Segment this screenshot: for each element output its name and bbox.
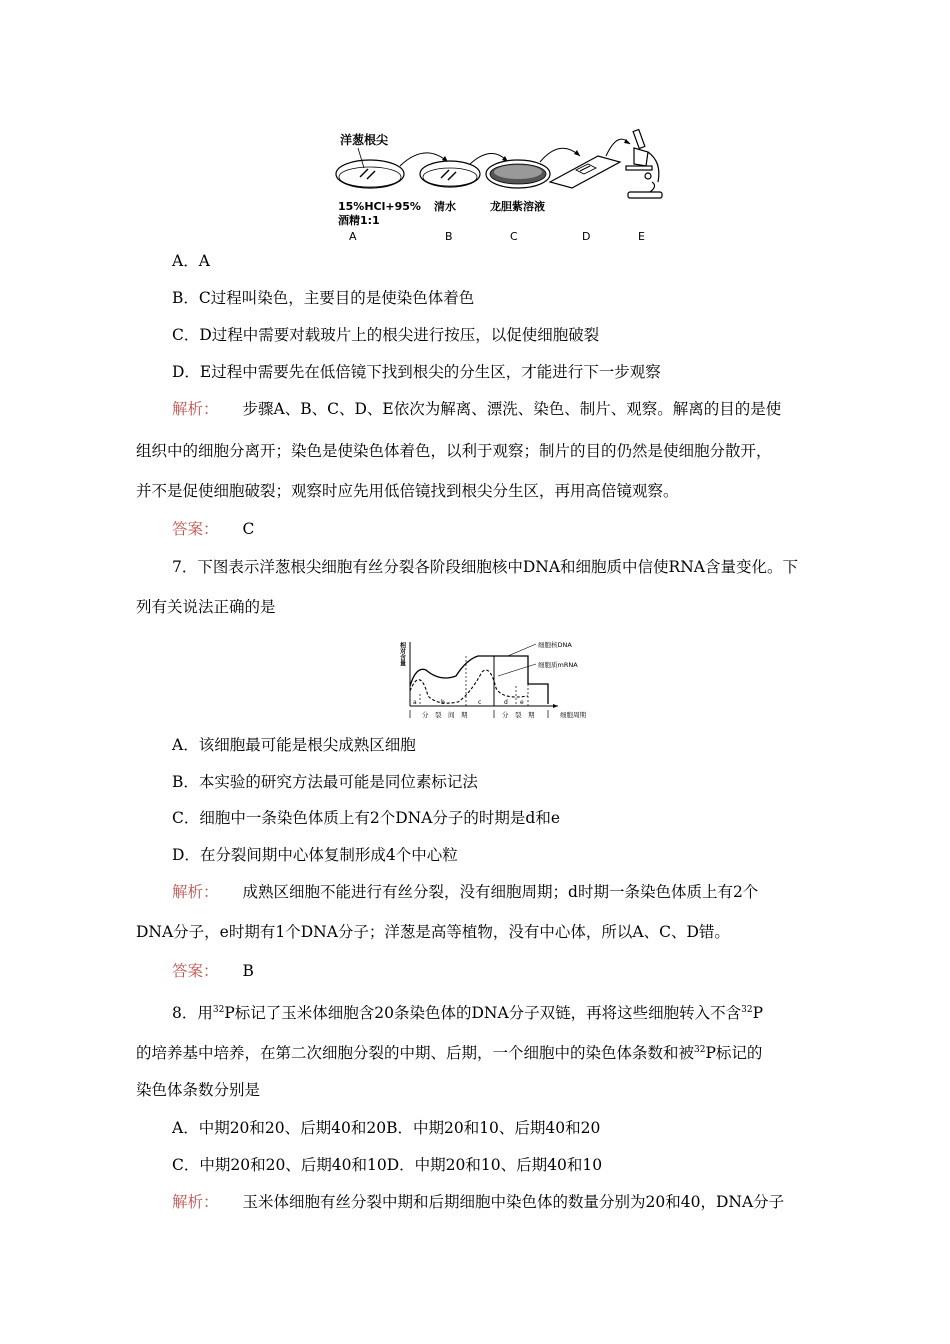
q8-stem-line-3: 染色体条数分别是 bbox=[136, 1081, 261, 1099]
q6-analysis-line-1 bbox=[172, 398, 781, 420]
q7-option-c: C．细胞中一条染色体质上有2个DNA分子的时期是d和e bbox=[172, 809, 561, 827]
step-label-c: C bbox=[510, 230, 518, 243]
q8-stem-line-2 bbox=[136, 1039, 762, 1064]
period-label-mitosis: 分 裂 期 bbox=[502, 711, 535, 719]
q8-stem-1c: P bbox=[752, 1004, 764, 1022]
step-label-b: B bbox=[445, 230, 453, 243]
phase-label-e: e bbox=[520, 699, 524, 706]
q8-stem-2b: P标记的 bbox=[705, 1044, 763, 1062]
label-water: 清水 bbox=[434, 200, 456, 213]
q7-analysis-text: 成熟区细胞不能进行有丝分裂，没有细胞周期；d时期一条染色体质上有2个 bbox=[242, 883, 759, 901]
q6-option-b: B．C过程叫染色，主要目的是使染色体着色 bbox=[172, 289, 475, 307]
q7-answer-label: 答案： bbox=[172, 962, 219, 980]
series-dna-line bbox=[410, 656, 548, 704]
label-stain: 龙胆紫溶液 bbox=[490, 200, 545, 213]
procedure-figure bbox=[330, 122, 690, 246]
q6-analysis-line-2: 组织中的细胞分离开；染色是使染色体着色，以利于观察；制片的目的仍然是使细胞分散开， bbox=[136, 442, 772, 460]
phase-label-a: a bbox=[413, 699, 417, 706]
series-mrna-line bbox=[410, 670, 528, 703]
q7-answer: B bbox=[242, 962, 254, 980]
q8-sup-32: 32 bbox=[741, 1005, 753, 1015]
q7-answer-line bbox=[172, 960, 254, 982]
q6-analysis-text: 步骤A、B、C、D、E依次为解离、漂洗、染色、制片、观察。解离的目的是使 bbox=[242, 400, 782, 418]
phase-label-b: b bbox=[441, 699, 445, 706]
phase-label-d: d bbox=[504, 699, 508, 706]
q7-analysis-line-1 bbox=[172, 881, 758, 903]
q8-analysis-text: 玉米体细胞有丝分裂中期和后期细胞中染色体的数量分别为20和40，DNA分子 bbox=[242, 1193, 785, 1211]
q8-options-line-1: A．中期20和20、后期40和20B．中期20和10、后期40和20 bbox=[172, 1119, 601, 1137]
chart-xlabel: 细胞周期 bbox=[560, 711, 586, 719]
q8-options-line-2: C．中期20和20、后期40和10D．中期20和10、后期40和10 bbox=[172, 1156, 603, 1174]
microscope-e bbox=[626, 130, 662, 198]
q8-stem-1a: 8．用 bbox=[172, 1004, 213, 1022]
q6-analysis-label: 解析： bbox=[172, 400, 219, 418]
label-hcl: 15%HCl+95% bbox=[338, 200, 421, 213]
q8-stem-1b: P标记了玉米体细胞含20条染色体的DNA分子双链，再将这些细胞转入不含 bbox=[224, 1004, 742, 1022]
q6-option-d: D．E过程中需要先在低倍镜下找到根尖的分生区，才能进行下一步观察 bbox=[172, 363, 661, 381]
q6-analysis-line-3: 并不是促使细胞破裂；观察时应先用低倍镜找到根尖分生区，再用高倍镜观察。 bbox=[136, 482, 679, 500]
period-label-interphase: 分 裂 间 期 bbox=[422, 711, 468, 719]
q7-option-d: D．在分裂间期中心体复制形成4个中心粒 bbox=[172, 846, 458, 864]
q6-option-c: C．D过程中需要对载玻片上的根尖进行按压，以促使细胞破裂 bbox=[172, 326, 600, 344]
q8-stem-2a: 的培养基中培养，在第二次细胞分裂的中期、后期，一个细胞中的染色体条数和被 bbox=[136, 1044, 695, 1062]
dish-b bbox=[420, 161, 480, 187]
step-label-a: A bbox=[349, 230, 357, 243]
step-label-e: E bbox=[638, 230, 645, 243]
legend-mrna: 细胞质mRNA bbox=[538, 661, 578, 669]
phase-label-c: c bbox=[478, 699, 482, 706]
q7-analysis-line-2: DNA分子，e时期有1个DNA分子；洋葱是高等植物，没有中心体，所以A、C、D错。 bbox=[136, 923, 730, 941]
slide-d bbox=[550, 156, 620, 188]
chart-ylabel: 相对含量 bbox=[398, 642, 406, 666]
q7-stem-line-2: 列有关说法正确的是 bbox=[136, 598, 276, 616]
q6-option-a: A．A bbox=[172, 252, 210, 270]
q8-analysis-line-1 bbox=[172, 1191, 784, 1213]
q6-answer-label: 答案： bbox=[172, 520, 219, 538]
q8-sup-32: 32 bbox=[694, 1045, 706, 1055]
q6-answer: C bbox=[242, 520, 255, 538]
legend-dna: 细胞核DNA bbox=[538, 641, 572, 649]
q8-sup-32: 32 bbox=[212, 1005, 225, 1015]
q7-analysis-label: 解析： bbox=[172, 883, 219, 901]
q8-analysis-label: 解析： bbox=[172, 1193, 219, 1211]
step-label-d: D bbox=[582, 230, 591, 243]
q7-stem-line-1: 7．下图表示洋葱根尖细胞有丝分裂各阶段细胞核中DNA和细胞质中信使RNA含量变化。下 bbox=[172, 558, 798, 576]
q8-stem-line-1 bbox=[172, 999, 763, 1024]
q7-option-b: B．本实验的研究方法最可能是同位素标记法 bbox=[172, 773, 478, 791]
dna-mrna-chart bbox=[398, 636, 604, 720]
label-onion-root-tip: 洋葱根尖 bbox=[340, 133, 389, 147]
label-alcohol: 酒精1:1 bbox=[338, 214, 380, 227]
q7-option-a: A．该细胞最可能是根尖成熟区细胞 bbox=[172, 736, 416, 754]
q6-answer-line bbox=[172, 518, 254, 540]
